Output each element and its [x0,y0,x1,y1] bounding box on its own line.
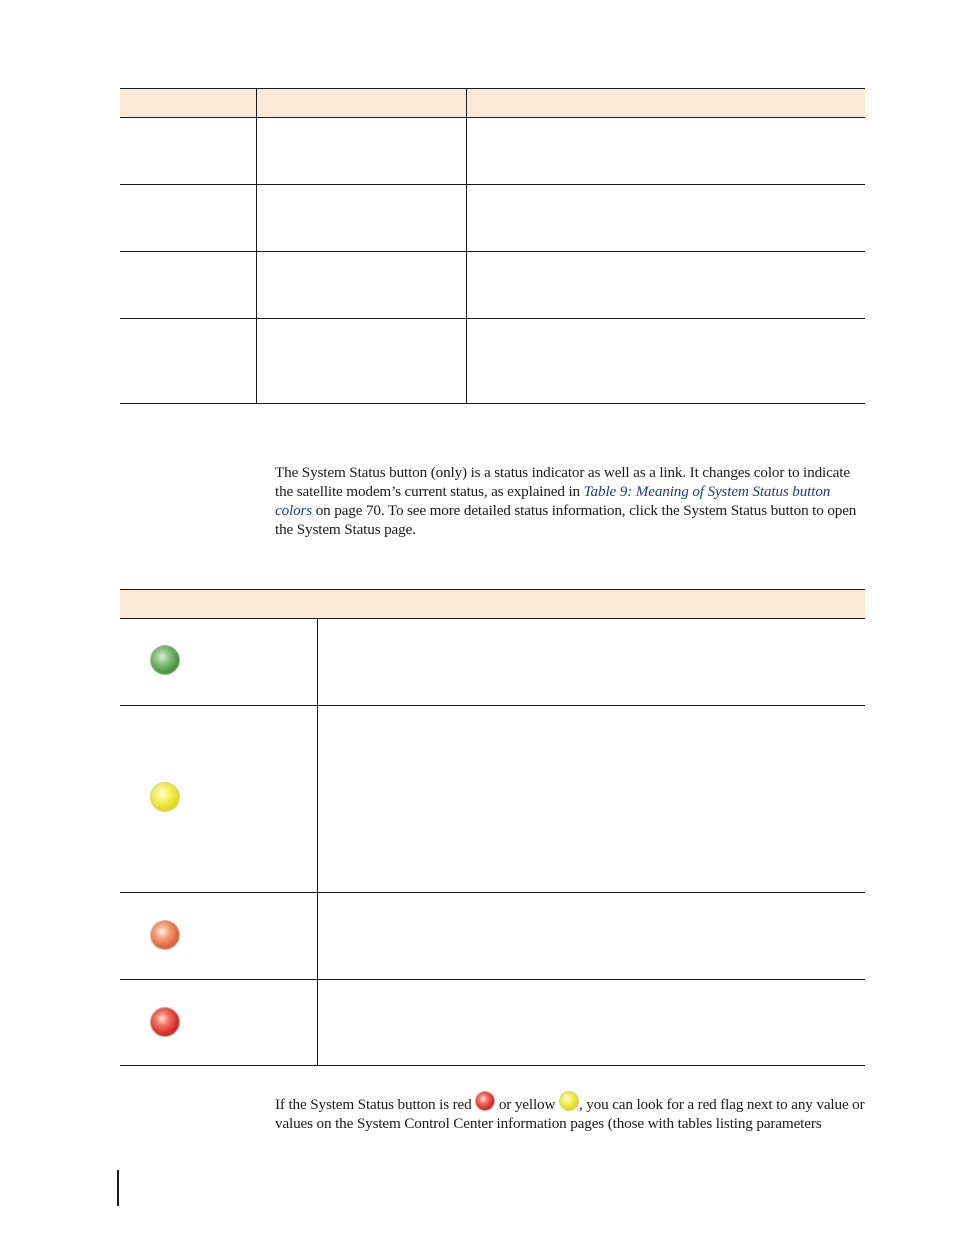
red-status-inline-icon [475,1091,495,1111]
table-status-header [120,590,865,618]
table-status-rule [120,892,865,893]
table-status-rule [120,1065,865,1066]
table-top-rule [120,88,865,89]
yellow-status-inline-icon [559,1091,579,1111]
paragraph-text: The System Status button (only) is a status indicator as well as a link. It changes color to indicate the satellite modem’s current status, as explained in [275,464,850,500]
table-status-col-divider [317,618,318,1066]
table-top-rule [120,117,865,118]
yellow-status-ball-icon [150,782,180,812]
status-button-paragraph [275,463,867,539]
table-top-rule [120,403,865,404]
paragraph-text: If the System Status button is red [275,1096,476,1113]
red-status-ball-icon [150,1007,180,1037]
table-status-rule [120,618,865,619]
orange-status-ball-icon [150,920,180,950]
red-flag-paragraph [275,1091,867,1133]
table-top-rule [120,318,865,319]
page-margin-bar [117,1170,119,1206]
table-status-rule [120,979,865,980]
paragraph-text: on page 70. To see more detailed status information, click the System Status button to open the System Status page. [275,502,857,538]
table-9-link[interactable]: Table 9: Meaning of System Status button colors [275,483,831,519]
table-status-rule [120,589,865,590]
table-top-rule [120,184,865,185]
table-top-col-divider [466,89,467,404]
table-top-col-divider [256,89,257,404]
table-top-header [120,89,865,117]
table-top-rule [120,251,865,252]
paragraph-text: , you can look for a red flag next to any value or values on the System Control Center information pages (those with tables listing parameters [275,1096,865,1132]
table-status-rule [120,705,865,706]
green-status-ball-icon [150,645,180,675]
paragraph-text: or yellow [495,1096,559,1113]
